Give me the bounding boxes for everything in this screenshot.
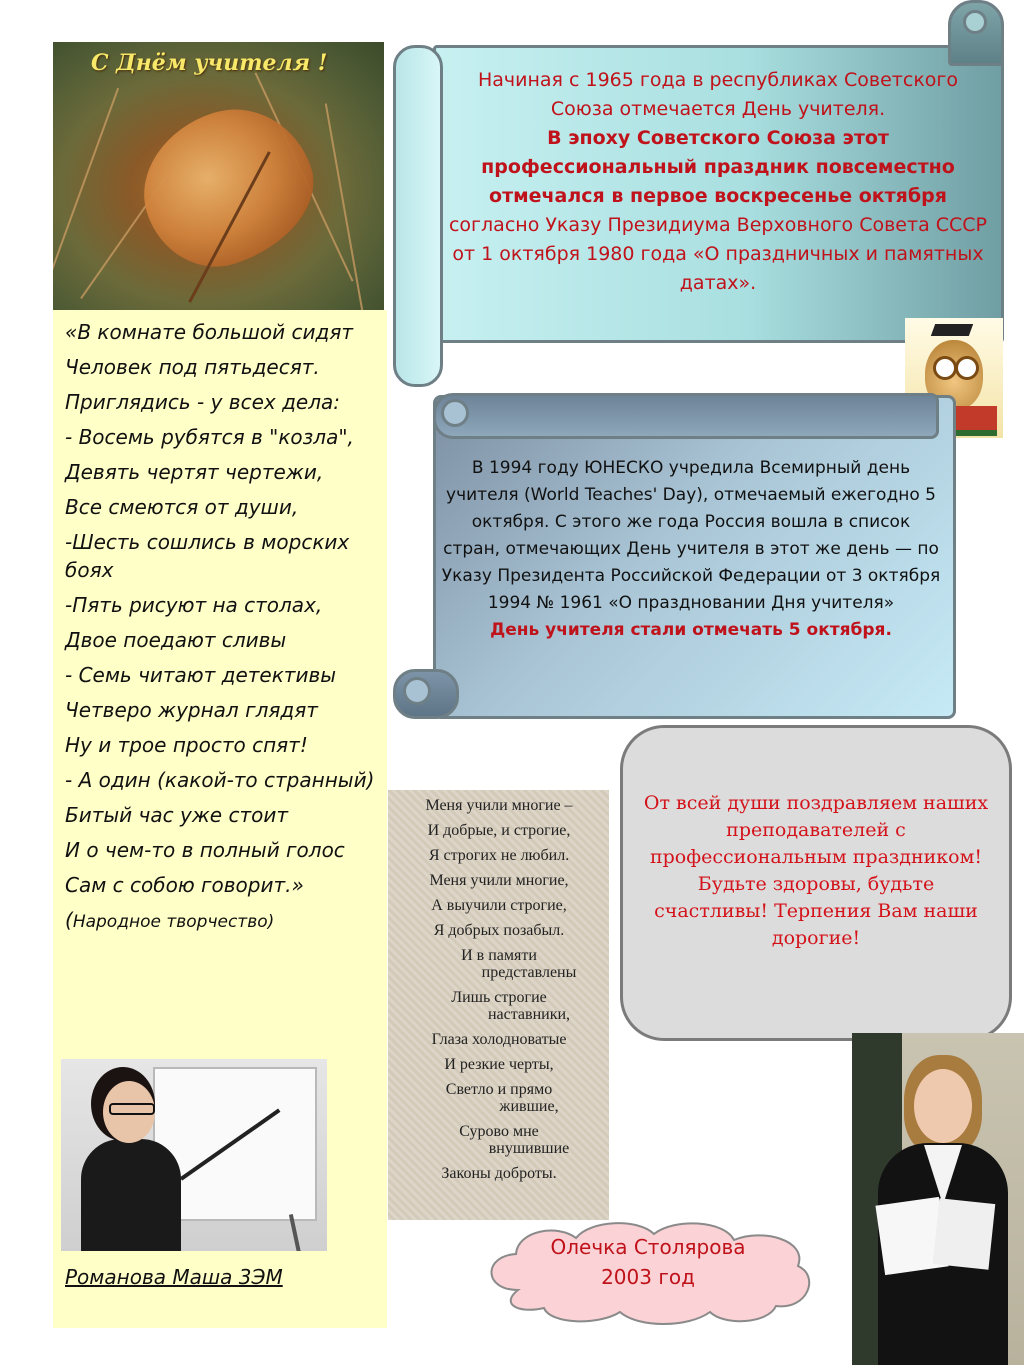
signature-name: Олечка Столярова — [550, 1235, 746, 1259]
leaf-photo — [53, 42, 384, 310]
parchment-line: А выучили строгие, — [431, 897, 567, 914]
scroll-curl-icon — [963, 10, 987, 34]
scroll-roll-icon — [393, 45, 443, 387]
autumn-leaf-icon — [124, 89, 332, 284]
poem-line: - Семь читают детективы — [65, 663, 337, 687]
parchment-line: И в памяти представлены — [461, 947, 577, 981]
scroll2-highlight: День учителя стали отмечать 5 октября. — [490, 620, 892, 640]
parchment-line: Сурово мне внушившие — [459, 1123, 570, 1157]
scroll-unesco-1994 — [393, 393, 955, 718]
parchment-lines — [394, 796, 604, 1189]
poem-line: И о чем-то в полный голос — [65, 838, 345, 862]
poem-line: Все смеются от души, — [65, 495, 299, 519]
poem-line: Двое поедают сливы — [65, 628, 287, 652]
signature-year: 2003 год — [601, 1265, 695, 1289]
scroll1-rest: согласно Указу Президиума Верховного Совета СССР от 1 октября 1980 года «О праздничных и памятных датах». — [448, 214, 988, 294]
poem-lines — [65, 318, 383, 943]
scroll2-text — [441, 455, 941, 644]
greeting-box — [620, 725, 1012, 1041]
signature-cloud — [478, 1218, 818, 1328]
parchment-line: И резкие черты, — [444, 1056, 554, 1073]
parchment-line: Меня учили многие, — [429, 872, 569, 889]
parchment-line: Лишь строгие наставники, — [451, 989, 571, 1023]
teacher-photo — [61, 1059, 327, 1251]
poem-line: Девять чертят чертежи, — [65, 460, 324, 484]
student-photo — [852, 1033, 1024, 1365]
graduation-cap-icon — [931, 324, 973, 336]
student-figure-icon — [914, 1069, 972, 1143]
poem-author: Романова Маша 3ЭМ — [65, 1265, 283, 1289]
poem-source: (Народное творчество) — [65, 908, 275, 932]
parchment-line: Я добрых позабыл. — [433, 922, 565, 939]
scroll-curl-icon — [403, 677, 431, 705]
scroll1-text — [448, 66, 988, 298]
leaf-caption: С Днём учителя ! — [91, 50, 328, 76]
scroll-curl-icon — [441, 399, 469, 427]
scroll2-body-text: В 1994 году ЮНЕСКО учредила Всемирный день учителя (World Teaches' Day), отмечаемый ежегодно 5 октября. С этого же года Россия вошла в список стран, отмечающих День учителя в этот же день — по Указу Президента Российской Федерации от 3 октября 1994 № 1961 «О праздновании Дня учителя» — [441, 458, 941, 613]
poem-line: «В комнате большой сидят — [65, 320, 354, 344]
poem-line: -Пять рисуют на столах, — [65, 593, 323, 617]
parchment-line: И добрые, и строгие, — [427, 822, 571, 839]
greeting-text: От всей души поздравляем наших преподавателей с профессиональным праздником! Будьте здоровы, будьте счастливы! Терпения Вам наши дорогие! — [643, 792, 989, 949]
poem-line: Сам с собою говорит.» — [65, 873, 304, 897]
parchment-line: Светло и прямо жившие, — [445, 1081, 559, 1115]
parchment-line: Меня учили многие – — [425, 797, 573, 814]
poem-panel — [53, 310, 387, 1328]
parchment-line: Глаза холодноватые — [431, 1031, 567, 1048]
parchment-line: Законы доброты. — [441, 1165, 557, 1182]
poem-line: Битый час уже стоит — [65, 803, 288, 827]
scroll1-bold: В эпоху Советского Союза этот профессиональный праздник повсеместно отмечался в первое воскресенье октября — [481, 127, 955, 207]
poem-line: - Восемь рубятся в "козла", — [65, 425, 354, 449]
poem-line: Четверо журнал глядят — [65, 698, 318, 722]
poem-line: Ну и трое просто спят! — [65, 733, 308, 757]
scroll1-intro: Начиная с 1965 года в республиках Советского Союза отмечается День учителя. — [477, 69, 959, 120]
poem-line: - А один (какой-то странный) — [65, 768, 375, 792]
parchment-line: Я строгих не любил. — [428, 847, 570, 864]
poem-line: Приглядись - у всех дела: — [65, 390, 340, 414]
parchment-poem — [388, 790, 609, 1220]
poem-line: -Шесть сошлись в морских боях — [65, 530, 350, 582]
poem-line: Человек под пятьдесят. — [65, 355, 320, 379]
